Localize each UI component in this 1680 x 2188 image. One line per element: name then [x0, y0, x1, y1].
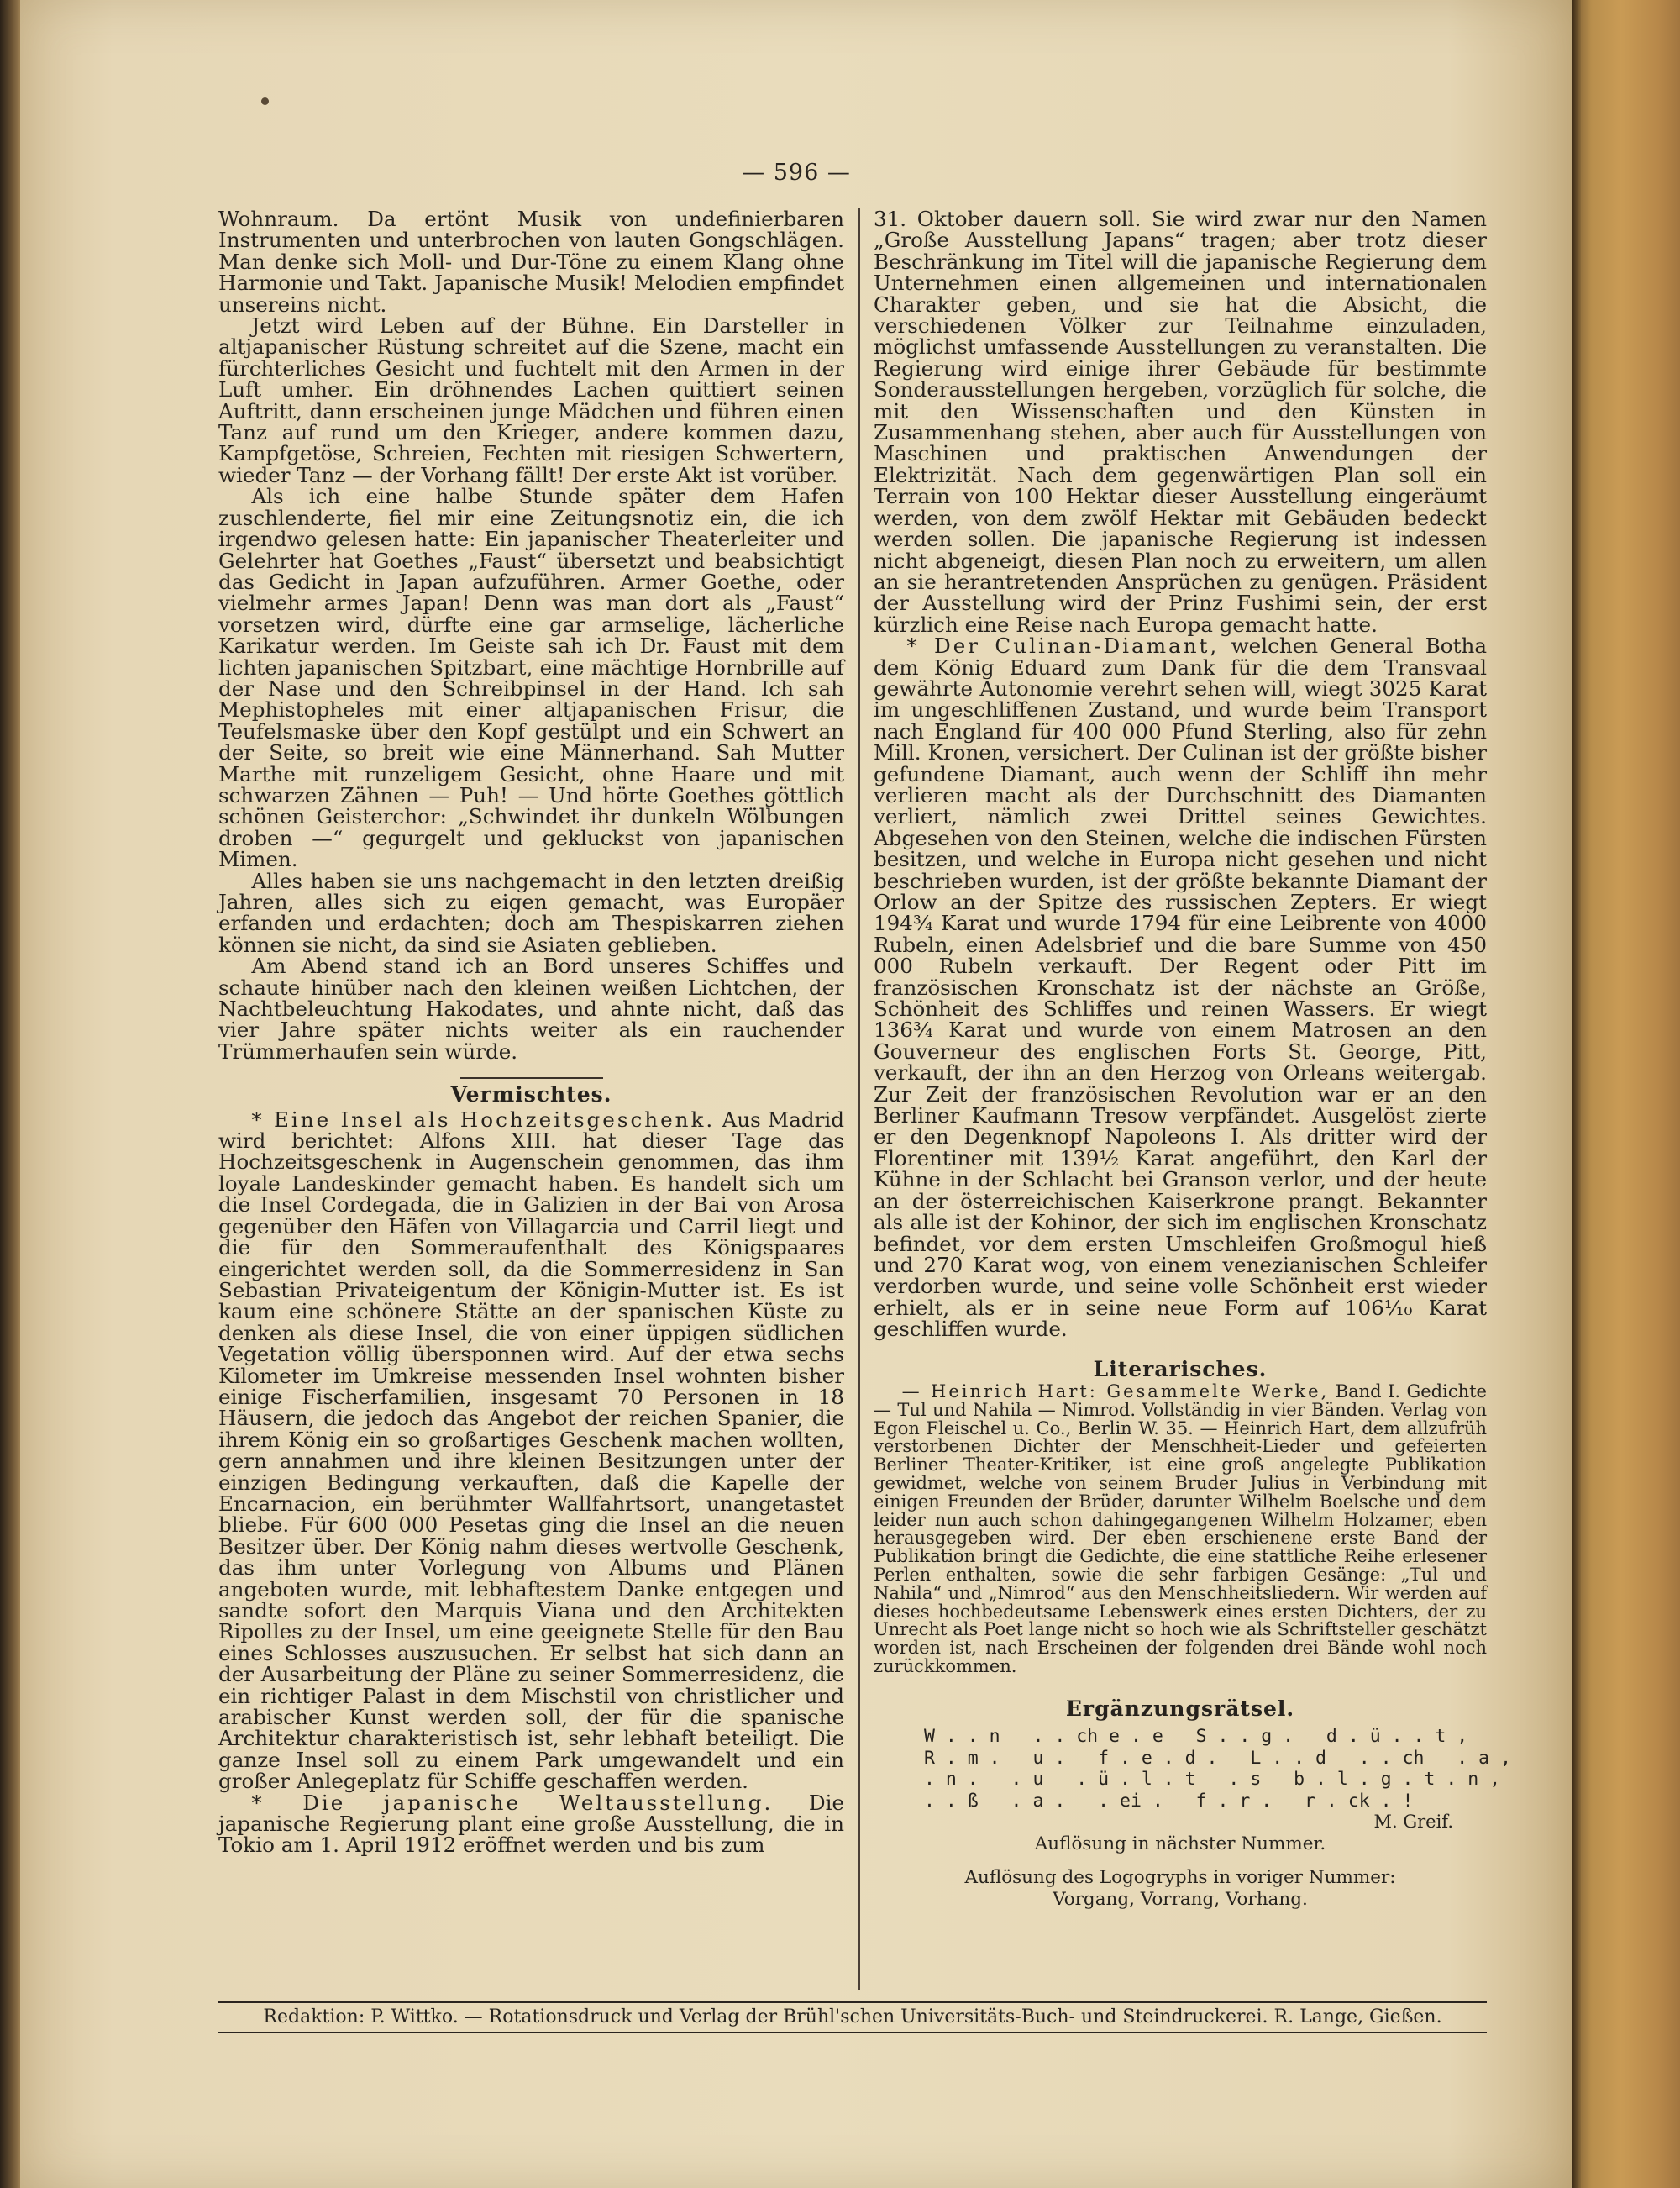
paragraph: Als ich eine halbe Stunde später dem Hafen zuschlenderte, fiel mir eine Zeitungsnotiz ein, die ich irgendwo gelesen hatte: Ein japanischer Theaterleiter und Gelehrter hat Goethes „Faust“ übersetzt und beabsichtigt das Gedicht in Japan aufzuführen. Armer Goethe, oder vielmehr armes Japan! Denn was man dort als „Faust“ vorsetzen wird, dürfte eine gar armselige, lächerliche Karikatur werden. Im Geiste sah ich Dr. Faust mit dem lichten japanischen Spitzbart, eine mächtige Hornbrille auf der Nase und den Schreibpinsel in der Hand. Ich sah Mephistopheles mit einer altjapanischen Frisur, die Teufelsmaske über den Kopf gestülpt und ein Schwert an der Seite, so breit wie eine Männerhand. Sah Mutter Marthe mit runzeligem Gesicht, ohne Haare und mit schwarzen Zähnen — Puh! — Und hörte Goethes göttlich schönen Geisterchor: „Schwindet ihr dunkeln Wölbungen droben —“ gegurgelt und gekluckst von japanischen Mimen.	[218, 484, 844, 872]
paragraph: Wohnraum. Da ertönt Musik von undefinierbaren Instrumenten und unterbrochen von lauten Gongschlägen. Man denke sich Moll- und Dur-Töne zu einem Klang ohne Harmonie und Takt. Japanische Musik! Melodien empfindet unsereins nicht.	[218, 207, 844, 317]
page-number: — 596 —	[742, 160, 851, 186]
ink-spot	[261, 97, 269, 105]
paragraph: Jetzt wird Leben auf der Bühne. Ein Darsteller in altjapanischer Rüstung schreitet auf die Szene, macht ein fürchterliches Gesicht und fuchtelt mit den Armen in der Luft umher. Ein dröhnendes Lachen quittiert seinen Auftritt, dann erscheinen junge Mädchen und führen einen Tanz auf rund um den Krieger, andere kommen dazu, Kampfgetöse, Schreien, Fechten mit riesigen Schwertern, wieder Tanz — der Vorhang fällt! Der erste Akt ist vorüber.	[218, 313, 844, 487]
riddle-line: R . m . u . f . e . d . L . . d . . ch . a ,	[924, 1747, 1511, 1769]
column-divider	[858, 208, 860, 1990]
article-title: — Heinrich Hart: Gesammelte Werke,	[901, 1381, 1330, 1402]
section-heading-literarisches: Literarisches.	[1093, 1356, 1268, 1381]
article-title: * Die japanische Weltausstellung.	[251, 1790, 774, 1815]
paragraph: Alles haben sie uns nachgemacht in den letzten dreißig Jahren, alles sich zu eigen gemacht, was Europäer erfanden und erdachten; doch am Thespiskarren ziehen können sie nicht, da sind sie Asiaten geblieben.	[218, 868, 844, 957]
section-rule	[460, 1077, 603, 1079]
logogryph-answer: Vorgang, Vorrang, Vorhang.	[1053, 1888, 1308, 1910]
article-text: welchen General Botha dem König Eduard zum Dank für die dem Transvaal gewährte Autonomie verehrt sehen will, wiegt 3025 Karat im ungeschliffenen Zustand, und wurde beim Transport nach England für 400 000 Pfund Sterling, also für zehn Mill. Kronen, versichert. Der Culinan ist der größte bisher gefundene Diamant, auch wenn der Schliff ihn mehr verlieren macht als der Durchschnitt des Diamanten verliert, nämlich zwei Drittel seines Gewichtes. Abgesehen von den Steinen, welche die indischen Fürsten besitzen, und welche in Europa nicht gesehen und nicht beschrieben wurden, ist der größte bekannte Diamant der Orlow an der Spitze des russischen Zepters. Er wiegt 194¾ Karat und wurde 1794 für eine Leibrente von 4000 Rubeln, einen Adelsbrief und die bare Summe von 450 000 Rubeln verkauft. Der Regent oder Pitt im französischen Kronschatz ist der nächste an Größe, Schönheit des Schliffes und reinen Wassers. Er wiegt 136¾ Karat und wurde von einem Matrosen an den Gouverneur des englischen Forts St. George, Pitt, verkauft, der ihn an den Herzog von Orleans weitergab. Zur Zeit der französischen Revolution war er an den Berliner Kaufmann Tresow verpfändet. Ausgelöst zierte er den Degenknopf Napoleons I. Als dritter wird der Florentiner mit 139½ Karat angeführt, den Karl der Kühne in der Schlacht bei Granson verlor, und der heute an der österreichischen Kaiserkrone prangt. Bekannter als alle ist der Kohinor, der sich im englischen Kronschatz befindet, vor dem ersten Umschleifen Großmogul hieß und 270 Karat wog, von einem venezianischen Schleifer verdorben wurde, und seine volle Schönheit erst wieder erhielt, als er in seine neue Form auf 106¹⁄₁₀ Karat geschliffen wurde.	[874, 634, 1487, 1342]
article-weltausstellung	[218, 1792, 844, 1856]
right-column	[874, 207, 1511, 1911]
book-gutter	[0, 0, 20, 2188]
footer-rule	[218, 2032, 1487, 2033]
riddle	[874, 1726, 1511, 1812]
section-heading-vermischtes: Vermischtes.	[450, 1082, 612, 1107]
riddle-line: . . ß . a . . ei . f . r . r . ck . !	[924, 1790, 1414, 1812]
article-literarisches	[874, 1383, 1487, 1676]
article-text: Band I. Gedichte — Tul und Nahila — Nimrod. Vollständig in vier Bänden. Verlag von Egon Fleischel u. Co., Berlin W. 35. — Heinrich Hart, dem allzufrüh verstorbenen Dichter der Menschheit-Lieder und gefeierten Berliner Theater-Kritiker, ist eine groß angelegte Publikation gewidmet, welche von seinem Bruder Julius in Verbindung mit einigen Freunden der Brüder, darunter Wilhelm Boelsche und dem leider nun auch schon dahingegangenen Wilhelm Holzamer, eben herausgegeben wird. Der eben erschienene erste Band der Publikation bringt die Gedichte, die eine stattliche Reihe erlesener Perlen enthalten, sowie die sehr farbigen Gesänge: „Tul und Nahila“ und „Nimrod“ aus den Menschheitsliedern. Wir werden auf dieses hochbedeutsame Lebenswerk eines ersten Dichters, der zu Unrecht als Poet lange nicht so hoch wie als Schriftsteller geschätzt worden ist, nach Erscheinen der folgenden drei Bände wohl noch zurückkommen.	[874, 1381, 1487, 1676]
riddle-line: . n . . u . ü . l . t . s b . l . g . t . n ,	[924, 1769, 1501, 1791]
imprint: Redaktion: P. Wittko. — Rotationsdruck und Verlag der Brühl'schen Universitäts-Buch- und Steindruckerei. R. Lange, Gießen.	[263, 2007, 1442, 2028]
article-culinan	[874, 634, 1487, 1342]
solution-notice: Auflösung in nächster Nummer.	[1034, 1833, 1326, 1854]
article-text: Die japanische Regierung plant eine große Ausstellung, die in Tokio am 1. April 1912 eröffnet werden und bis zum	[218, 1790, 844, 1858]
footer-rule	[218, 2001, 1487, 2003]
article-title: * Eine Insel als Hochzeitsgeschenk.	[251, 1107, 716, 1132]
riddle-author: M. Greif.	[1373, 1812, 1453, 1833]
left-column	[218, 208, 844, 1856]
paragraph: Am Abend stand ich an Bord unseres Schiffes und schaute hinüber nach den kleinen weißen Lichtchen, der Nachtbeleuchtung Hakodates, und ahnte nicht, daß das vier Jahre später nichts weiter als ein rauchender Trümmerhaufen sein würde.	[218, 954, 844, 1064]
facing-page-edge	[1572, 0, 1680, 2188]
article-insel	[218, 1109, 844, 1792]
logogryph-title: Auflösung des Logogryphs in voriger Nummer:	[964, 1866, 1396, 1888]
riddle-line: W . . n . . ch e . e S . . g . d . ü . . t ,	[924, 1726, 1468, 1748]
article-title: * Der Culinan-Diamant,	[906, 634, 1220, 659]
paragraph: 31. Oktober dauern soll. Sie wird zwar nur den Namen „Große Ausstellung Japans“ tragen; aber trotz dieser Beschränkung im Titel will die japanische Regierung dem Unternehmen einen allgemeinen und internationalen Charakter geben, und sie hat die Absicht, die verschiedenen Völker zur Teilnahme einzuladen, möglichst umfassende Ausstellungen zu veranstalten. Die Regierung wird einige ihrer Gebäude für bestimmte Sonderausstellungen hergeben, vorzüglich für solche, die mit den Wissenschaften und den Künsten in Zusammenhang stehen, aber auch für Ausstellungen von Maschinen und praktischen Anwendungen der Elektrizität. Nach dem gegenwärtigen Plan soll ein Terrain von 100 Hektar dieser Ausstellung eingeräumt werden, von dem zwölf Hektar mit Gebäuden bedeckt werden sollen. Die japanische Regierung ist indessen nicht abgeneigt, diesen Plan noch zu erweitern, um allen an sie herantretenden Ansprüchen zu genügen. Präsident der Ausstellung wird der Prinz Fushimi sein, der erst kürzlich eine Reise nach Europa gemacht hatte.	[874, 207, 1487, 637]
section-heading-raetsel: Ergänzungsrätsel.	[1065, 1696, 1295, 1721]
article-text: Aus Madrid wird berichtet: Alfons XIII. hat dieser Tage das Hochzeitsgeschenk in Augenschein genommen, das ihm loyale Landeskinder gemacht haben. Es handelt sich um die Insel Cordegada, die in Galizien in der Bai von Arosa gegenüber den Häfen von Villagarcia und Carril liegt und die für den Sommeraufenthalt des Königspaares eingerichtet werden soll, da die Sommerresidenz in San Sebastian Privateigentum der Königin-Mutter ist. Es ist kaum eine schönere Stätte an der spanischen Küste zu denken als diese Insel, die von einer üppigen südlichen Vegetation völlig übersponnen wird. Auf der etwa sechs Kilometer im Umkreise messenden Insel wohnten bisher einige Fischerfamilien, insgesamt 70 Personen in 18 Häusern, die jedoch das Angebot der reichen Spanier, die ihrem König ein so großartiges Geschenk machen wollten, gern annahmen und ihre kleinen Besitzungen unter der einzigen Bedingung verkauften, daß die Kapelle der Encarnacion, ein berühmter Wallfahrtsort, unangetastet bliebe. Für 600 000 Pesetas ging die Insel an die neuen Besitzer über. Der König nahm dieses wertvolle Geschenk, das ihm unter Vorlegung von Albums und Plänen angeboten wurde, mit lebhaftestem Danke entgegen und sandte sofort den Marquis Viana und den Architekten Ripolles zu der Insel, um eine geeignete Stelle für den Bau eines Schlosses auszusuchen. Er selbst hat sich dann an der Ausarbeitung der Pläne zu seiner Sommerresidenz, die ein richtiger Palast in dem Mischstil von christlicher und arabischer Kunst werden soll, der für die spanische Architektur charakteristisch ist, sehr lebhaft beteiligt. Die ganze Insel soll zu einem Park umgewandelt und ein großer Anlegeplatz für Schiffe geschaffen werden.	[218, 1107, 845, 1794]
